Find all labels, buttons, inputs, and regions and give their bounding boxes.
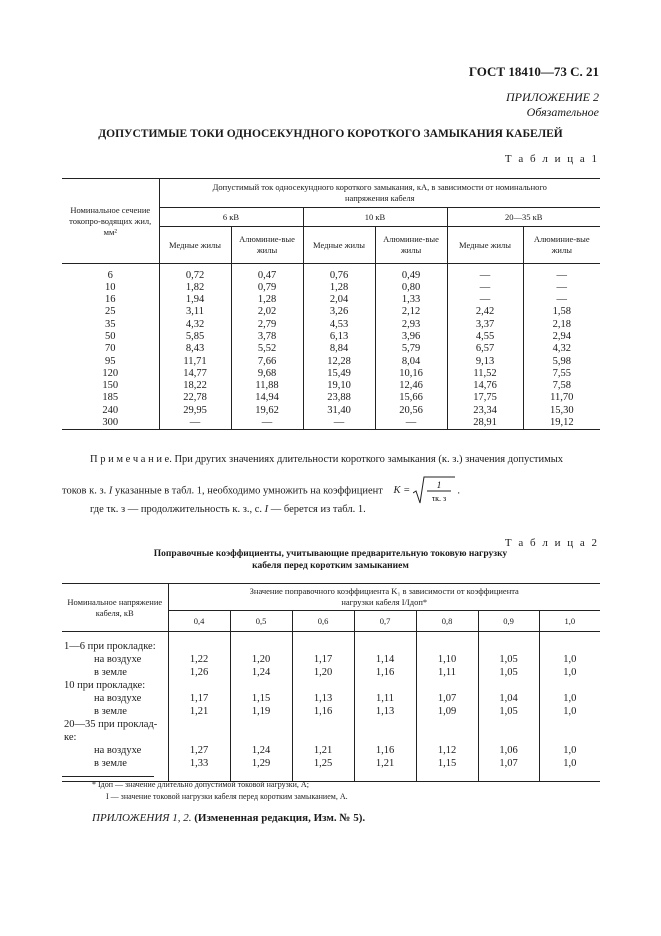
note-var-i: I <box>264 504 269 515</box>
note-var-i: I <box>108 485 113 497</box>
table-row <box>62 405 600 417</box>
table1-group-header: Допустимый ток односекундного короткого замыкания, кА, в зависимости от номинального напряжения кабеля <box>159 179 600 208</box>
note-line1: П р и м е ч а н и е. При других значениях длительности короткого замыкания (к. з.) значения допустимых <box>90 454 564 465</box>
current-cell: 1,28 <box>231 294 303 306</box>
current-cell: 2,12 <box>375 306 447 318</box>
current-cell: 3,11 <box>159 306 231 318</box>
current-cell: 9,13 <box>447 356 523 368</box>
coefficient-cell <box>354 731 416 744</box>
sub-copper: Медные жилы <box>159 227 231 264</box>
sub-aluminum: Алюминие-вые жилы <box>231 227 303 264</box>
note-text: где τк. з <box>90 504 126 515</box>
current-cell: 2,04 <box>303 294 375 306</box>
closing-line <box>92 812 365 824</box>
current-cell: 2,42 <box>447 306 523 318</box>
coefficient-cell <box>354 640 416 653</box>
note-text: — берется из табл. 1. <box>270 504 366 515</box>
coefficient-cell: 1,17 <box>168 692 230 705</box>
coefficient-cell <box>539 718 600 731</box>
table2-label: Т а б л и ц а 2 <box>504 537 599 549</box>
table-row <box>62 356 600 368</box>
current-cell: 31,40 <box>303 405 375 417</box>
coefficient-cell: 1,07 <box>478 757 539 770</box>
formula-num: 1 <box>436 480 442 490</box>
table-row <box>62 718 600 731</box>
current-cell: 19,62 <box>231 405 303 417</box>
coefficient-cell: 1,15 <box>230 692 292 705</box>
cross-section-cell: 240 <box>102 404 119 416</box>
current-cell: 0,79 <box>231 282 303 294</box>
coefficient-cell: 1,11 <box>416 666 478 679</box>
closing-bold: (Измененная редакция, Изм. № 5). <box>194 812 366 824</box>
coefficient-cell <box>416 679 478 692</box>
coefficient-cell: 1,0 <box>539 666 600 679</box>
appendix-label: ПРИЛОЖЕНИЕ 2 <box>506 90 599 104</box>
coefficient-cell: 1,10 <box>416 653 478 666</box>
table2-title <box>0 548 661 572</box>
table1 <box>62 178 600 430</box>
current-cell: 6,57 <box>447 343 523 355</box>
coefficient-cell: 1,24 <box>230 666 292 679</box>
coefficient-cell: 1,15 <box>416 757 478 770</box>
current-cell: 1,94 <box>159 294 231 306</box>
coefficient-cell <box>539 679 600 692</box>
current-cell: 0,47 <box>231 270 303 282</box>
table-row <box>62 331 600 343</box>
coefficient-cell <box>478 640 539 653</box>
appendix-block <box>506 90 599 120</box>
note-line3 <box>90 504 366 515</box>
table1-title: ДОПУСТИМЫЕ ТОКИ ОДНОСЕКУНДНОГО КОРОТКОГО ЗАМЫКАНИЯ КАБЕЛЕЙ <box>98 128 563 140</box>
current-cell: 7,66 <box>231 356 303 368</box>
footnote-1: * Iдоп — значение длительно допустимой токовой нагрузки, А; <box>92 780 309 789</box>
cross-section-cell: 35 <box>105 318 116 330</box>
coefficient-cell: 1,20 <box>292 666 354 679</box>
coefficient-cell <box>292 731 354 744</box>
table-row <box>62 282 600 294</box>
table-row <box>62 744 600 757</box>
note-text: токов к. з. <box>62 485 107 497</box>
table-row <box>62 368 600 380</box>
cross-section-cell: 185 <box>102 392 119 404</box>
table-row <box>62 692 600 705</box>
coefficient-cell: 1,24 <box>230 744 292 757</box>
table2-group-header <box>168 584 600 611</box>
closing-italic: ПРИЛОЖЕНИЯ 1, 2. <box>92 812 192 824</box>
coefficient-cell: 1,21 <box>292 744 354 757</box>
coefficient-header: 0,9 <box>478 611 539 632</box>
coefficient-header: 0,5 <box>230 611 292 632</box>
coefficient-cell <box>168 640 230 653</box>
cross-section-cell: 25 <box>105 306 116 318</box>
coefficient-cell: 1,19 <box>230 705 292 718</box>
coefficient-cell: 1,06 <box>478 744 539 757</box>
cross-section-cell: 50 <box>105 330 116 342</box>
coefficient-header: 1,0 <box>539 611 600 632</box>
table-row <box>62 343 600 355</box>
cross-section-cell: 300 <box>62 417 159 430</box>
coefficient-cell <box>416 731 478 744</box>
note-text: указанные в табл. 1, необходимо умножить на коэффициент <box>114 485 383 497</box>
coefficient-cell: 1,21 <box>168 705 230 718</box>
appendix-type: Обязательное <box>526 105 599 119</box>
voltage-label: на воздухе <box>94 744 142 756</box>
current-cell: 7,55 <box>523 368 600 380</box>
current-cell: — <box>447 270 523 282</box>
current-cell: 8,04 <box>375 356 447 368</box>
table-row <box>62 306 600 318</box>
coefficient-cell: 1,27 <box>168 744 230 757</box>
coefficient-cell: 1,21 <box>354 757 416 770</box>
coefficient-cell <box>230 640 292 653</box>
coefficient-cell <box>416 640 478 653</box>
current-cell: — <box>447 282 523 294</box>
current-cell: 19,10 <box>303 380 375 392</box>
table2-title-line1: Поправочные коэффициенты, учитывающие предварительную токовую нагрузку <box>153 549 508 559</box>
table-row <box>62 705 600 718</box>
current-cell: 3,37 <box>447 319 523 331</box>
coefficient-cell: 1,13 <box>292 692 354 705</box>
current-cell: 14,94 <box>231 392 303 404</box>
formula-den: τк. з <box>431 494 446 503</box>
voltage-label: на воздухе <box>94 653 142 665</box>
coefficient-cell: 1,26 <box>168 666 230 679</box>
current-cell: 0,72 <box>159 270 231 282</box>
coefficient-cell: 1,16 <box>354 666 416 679</box>
current-cell: 4,53 <box>303 319 375 331</box>
current-cell: 6,13 <box>303 331 375 343</box>
coefficient-cell <box>539 640 600 653</box>
coefficient-cell: 1,09 <box>416 705 478 718</box>
table-row <box>62 653 600 666</box>
current-cell: 4,32 <box>523 343 600 355</box>
current-cell: 11,52 <box>447 368 523 380</box>
table-row <box>62 640 600 653</box>
coefficient-cell: 1,17 <box>292 653 354 666</box>
current-cell: 23,88 <box>303 392 375 404</box>
current-cell: 1,82 <box>159 282 231 294</box>
current-cell: 2,18 <box>523 319 600 331</box>
voltage-6kv: 6 кВ <box>159 208 303 227</box>
coefficient-cell <box>230 679 292 692</box>
coefficient-cell: 1,11 <box>354 692 416 705</box>
current-cell: 2,02 <box>231 306 303 318</box>
current-cell: 4,55 <box>447 331 523 343</box>
voltage-label: на воздухе <box>94 692 142 704</box>
current-cell: 11,71 <box>159 356 231 368</box>
coefficient-header: 0,4 <box>168 611 230 632</box>
current-cell: 2,93 <box>375 319 447 331</box>
sub-copper: Медные жилы <box>447 227 523 264</box>
table1-label: Т а б л и ц а 1 <box>504 153 599 165</box>
coefficient-cell: 1,05 <box>478 705 539 718</box>
table-row <box>62 666 600 679</box>
coefficient-cell: 1,0 <box>539 692 600 705</box>
current-cell: 2,94 <box>523 331 600 343</box>
voltage-label: 1—6 при прокладке: <box>64 640 156 652</box>
current-cell: 1,58 <box>523 306 600 318</box>
current-cell: 14,76 <box>447 380 523 392</box>
coefficient-cell: 1,16 <box>354 744 416 757</box>
coefficient-cell: 1,0 <box>539 744 600 757</box>
table2-row-header: Номинальное напряжение кабеля, кВ <box>62 584 168 632</box>
coefficient-header: 0,8 <box>416 611 478 632</box>
footnote-divider <box>62 776 154 777</box>
current-cell: 0,80 <box>375 282 447 294</box>
sub-aluminum: Алюминие-вые жилы <box>523 227 600 264</box>
coefficient-cell: 1,13 <box>354 705 416 718</box>
coefficient-cell <box>168 679 230 692</box>
coefficient-cell <box>168 718 230 731</box>
coefficient-cell: 1,33 <box>168 757 230 770</box>
table-row <box>62 757 600 770</box>
current-cell: 15,49 <box>303 368 375 380</box>
current-cell: — <box>231 417 303 430</box>
coefficient-header: 0,7 <box>354 611 416 632</box>
current-cell: — <box>523 294 600 306</box>
cross-section-cell: 16 <box>105 294 116 306</box>
table2-group-header-line2: нагрузки кабеля I/Iдоп* <box>341 597 428 607</box>
current-cell: 20,56 <box>375 405 447 417</box>
cross-section-cell: 150 <box>102 380 119 392</box>
coefficient-cell: 1,0 <box>539 653 600 666</box>
current-cell: 3,78 <box>231 331 303 343</box>
current-cell: 9,68 <box>231 368 303 380</box>
table2-title-line2: кабеля перед коротким замыканием <box>252 561 409 571</box>
table-row <box>62 270 600 282</box>
current-cell: 17,75 <box>447 392 523 404</box>
current-cell: — <box>159 417 231 430</box>
coefficient-cell <box>478 731 539 744</box>
table-row <box>62 294 600 306</box>
coefficient-header: 0,6 <box>292 611 354 632</box>
coefficient-cell <box>168 731 230 744</box>
cross-section-cell: 95 <box>105 355 116 367</box>
current-cell: 5,98 <box>523 356 600 368</box>
note-line2: токов к. з. I указанные в табл. 1, необходимо умножить на коэффициент K = 1 τк. з . <box>62 476 460 506</box>
coefficient-cell: 1,29 <box>230 757 292 770</box>
current-cell: 19,12 <box>523 417 600 430</box>
table1-body <box>62 270 600 430</box>
cross-section-cell: 70 <box>105 343 116 355</box>
current-cell: 15,30 <box>523 405 600 417</box>
coefficient-cell: 1,0 <box>539 705 600 718</box>
current-cell: — <box>303 417 375 430</box>
voltage-label: ке: <box>64 731 77 743</box>
table-row <box>62 392 600 404</box>
current-cell: 5,52 <box>231 343 303 355</box>
current-cell: 22,78 <box>159 392 231 404</box>
note-text: — продолжительность к. з., с. <box>127 504 263 515</box>
coefficient-cell: 1,14 <box>354 653 416 666</box>
current-cell: 15,66 <box>375 392 447 404</box>
current-cell: — <box>447 294 523 306</box>
sub-aluminum: Алюминие-вые жилы <box>375 227 447 264</box>
table-row <box>62 319 600 331</box>
voltage-10kv: 10 кВ <box>303 208 447 227</box>
current-cell: 8,84 <box>303 343 375 355</box>
coefficient-cell <box>354 679 416 692</box>
table-row <box>62 417 600 430</box>
coefficient-cell <box>539 731 600 744</box>
table-row <box>62 679 600 692</box>
current-cell: 1,28 <box>303 282 375 294</box>
page-header: ГОСТ 18410—73 С. 21 <box>468 64 599 79</box>
table-row <box>62 380 600 392</box>
coefficient-cell: 1,22 <box>168 653 230 666</box>
current-cell: 10,16 <box>375 368 447 380</box>
current-cell: 3,96 <box>375 331 447 343</box>
current-cell: 28,91 <box>447 417 523 430</box>
table2-group-header-line1: Значение поправочного коэффициента K₁ в зависимости от коэффициента <box>249 586 519 596</box>
table-row <box>62 731 600 744</box>
current-cell: 8,43 <box>159 343 231 355</box>
current-cell: 5,79 <box>375 343 447 355</box>
current-cell: — <box>523 270 600 282</box>
table2-body <box>62 640 600 770</box>
current-cell: 3,26 <box>303 306 375 318</box>
coefficient-cell: 1,07 <box>416 692 478 705</box>
coefficient-cell <box>416 718 478 731</box>
voltage-label: в земле <box>94 666 127 678</box>
current-cell: 0,76 <box>303 270 375 282</box>
current-cell: 23,34 <box>447 405 523 417</box>
current-cell: 11,88 <box>231 380 303 392</box>
table2 <box>62 583 600 782</box>
coefficient-cell <box>230 731 292 744</box>
coefficient-cell <box>292 718 354 731</box>
formula-k: K = <box>393 485 411 497</box>
voltage-label: в земле <box>94 757 127 769</box>
current-cell: 7,58 <box>523 380 600 392</box>
current-cell: 11,70 <box>523 392 600 404</box>
coefficient-cell: 1,04 <box>478 692 539 705</box>
current-cell: 12,28 <box>303 356 375 368</box>
current-cell: 12,46 <box>375 380 447 392</box>
current-cell: 5,85 <box>159 331 231 343</box>
current-cell: 1,33 <box>375 294 447 306</box>
current-cell: 29,95 <box>159 405 231 417</box>
coefficient-cell <box>478 718 539 731</box>
coefficient-cell: 1,0 <box>539 757 600 770</box>
cross-section-cell: 10 <box>105 281 116 293</box>
coefficient-cell <box>292 640 354 653</box>
voltage-label: 10 при прокладке: <box>64 679 146 691</box>
current-cell: — <box>375 417 447 430</box>
coefficient-cell: 1,16 <box>292 705 354 718</box>
cross-section-cell: 120 <box>102 367 119 379</box>
coefficient-cell: 1,05 <box>478 653 539 666</box>
coefficient-cell <box>354 718 416 731</box>
current-cell: 4,32 <box>159 319 231 331</box>
sub-copper: Медные жилы <box>303 227 375 264</box>
coefficient-cell: 1,05 <box>478 666 539 679</box>
coefficient-cell: 1,12 <box>416 744 478 757</box>
current-cell: 14,77 <box>159 368 231 380</box>
voltage-label: 20—35 при проклад- <box>64 718 158 730</box>
current-cell: — <box>523 282 600 294</box>
voltage-label: в земле <box>94 705 127 717</box>
current-cell: 2,79 <box>231 319 303 331</box>
current-cell: 18,22 <box>159 380 231 392</box>
voltage-20-35kv: 20—35 кВ <box>447 208 600 227</box>
coefficient-cell: 1,20 <box>230 653 292 666</box>
coefficient-cell <box>478 679 539 692</box>
coefficient-cell: 1,25 <box>292 757 354 770</box>
coefficient-cell <box>292 679 354 692</box>
coefficient-cell <box>230 718 292 731</box>
current-cell: 0,49 <box>375 270 447 282</box>
cross-section-cell: 6 <box>107 269 113 281</box>
sqrt-icon <box>413 476 455 506</box>
footnote-2: I — значение токовой нагрузки кабеля перед коротким замыканием, А. <box>106 792 348 801</box>
table1-row-header: Номинальное сечение токопро-водящих жил, мм² <box>62 179 159 264</box>
